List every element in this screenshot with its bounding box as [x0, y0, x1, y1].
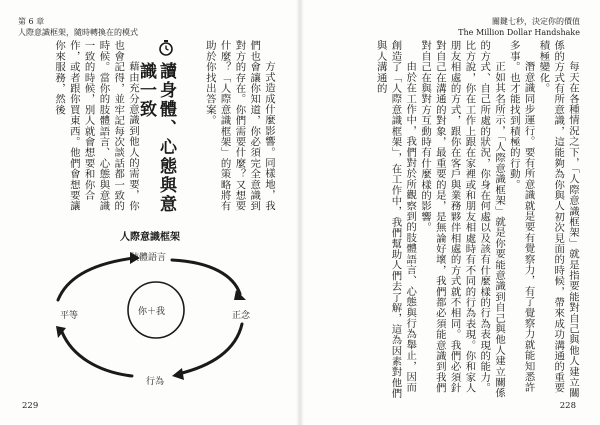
- stopwatch-icon: [159, 40, 173, 56]
- diagram-title: 人際意識框架: [120, 232, 180, 243]
- right-paragraph-3: 正如其名所示，「人際意識框架」就是你要能意識到自己與他人建立關係的方式、自己所處的狀況，你身在何處以及該有什麼樣的行為表現的能力。比方說，你在工作上跟在家裡或和朋友相處時有不同的行為表現。你和家人朋友相處的方式，跟你在客戶與業務夥伴相處的方式就不相同。我們必須針對自己在溝通的對象，最重要的是，是無論好壞，我們都必須能意識到我們對自己在與對方互動時有什麼樣的影響。: [419, 40, 506, 398]
- right-running-head: [458, 16, 580, 38]
- awareness-framework-diagram: [22, 228, 290, 398]
- left-upper-paragraph: 方式造成什麼影響。同樣地，我們也會讓你知道，你必須完全意識到對方的存在。你們需要什麼？又想要什麼？「人際意識框架」的策略將有助於你找出答案。: [203, 40, 275, 212]
- section-heading-block: [136, 36, 182, 220]
- right-paragraph-4: 由於在工作中，我們對於所觀察到的肢體語言、心態與行為舉止，因而創造了「人際意識框架」，在工作中，我們幫助人們去了解，這為因素對他們與人溝通的: [374, 40, 417, 399]
- book-title-chinese: 關鍵七秒，決定你的價值: [492, 17, 580, 26]
- diagram-label-you-and-me: 你＋我: [138, 307, 166, 317]
- left-lower-paragraph: 藉由充分意識到他人的需要，你也會記得，並牢記每次談話都一致的時候。當你的肢體語言、心態與意識一致的時候，別人就會想要和你合作，或者跟你買東西。他們會想要讓你來服務，然後: [53, 40, 139, 212]
- left-page-number: 229: [22, 401, 39, 411]
- chapter-number: 第 6 章: [18, 17, 45, 26]
- diagram-label-mindfulness: 正念: [232, 311, 251, 321]
- arc-right-bottom: [178, 324, 242, 374]
- chapter-title: 人際意識框架，隨時轉換在的模式: [18, 28, 138, 37]
- arrowhead-bottom: [172, 368, 184, 380]
- arc-top-right: [172, 260, 240, 294]
- section-heading: 讀身體、心態與意識一致: [136, 62, 176, 214]
- right-page-number: 228: [559, 401, 576, 411]
- diagram-label-body-language: 肢體語言: [130, 253, 167, 263]
- book-title-english: The Million Dollar Handshake: [458, 28, 580, 37]
- arc-left-top: [58, 258, 134, 300]
- diagram-label-behavior: 行為: [146, 377, 165, 387]
- right-paragraph-1: 每天在各種情況之下，「人際意識框架」就是指要能對自己與他人建立關係的方式有所意識，這能夠為你與人初次見面的時候，帶來成功溝通的重要積極變化。: [537, 40, 579, 398]
- right-body-text: [318, 40, 580, 402]
- right-page: [300, 0, 600, 425]
- arc-bottom-left: [62, 332, 132, 376]
- diagram-label-equality: 平等: [60, 311, 79, 321]
- right-paragraph-2: 潛意識同步運行。要有所意識就是要有覺察力，有了覺察力就能知悉許多事。也才能找到積極的行動。: [507, 40, 535, 393]
- left-running-head: [18, 16, 138, 38]
